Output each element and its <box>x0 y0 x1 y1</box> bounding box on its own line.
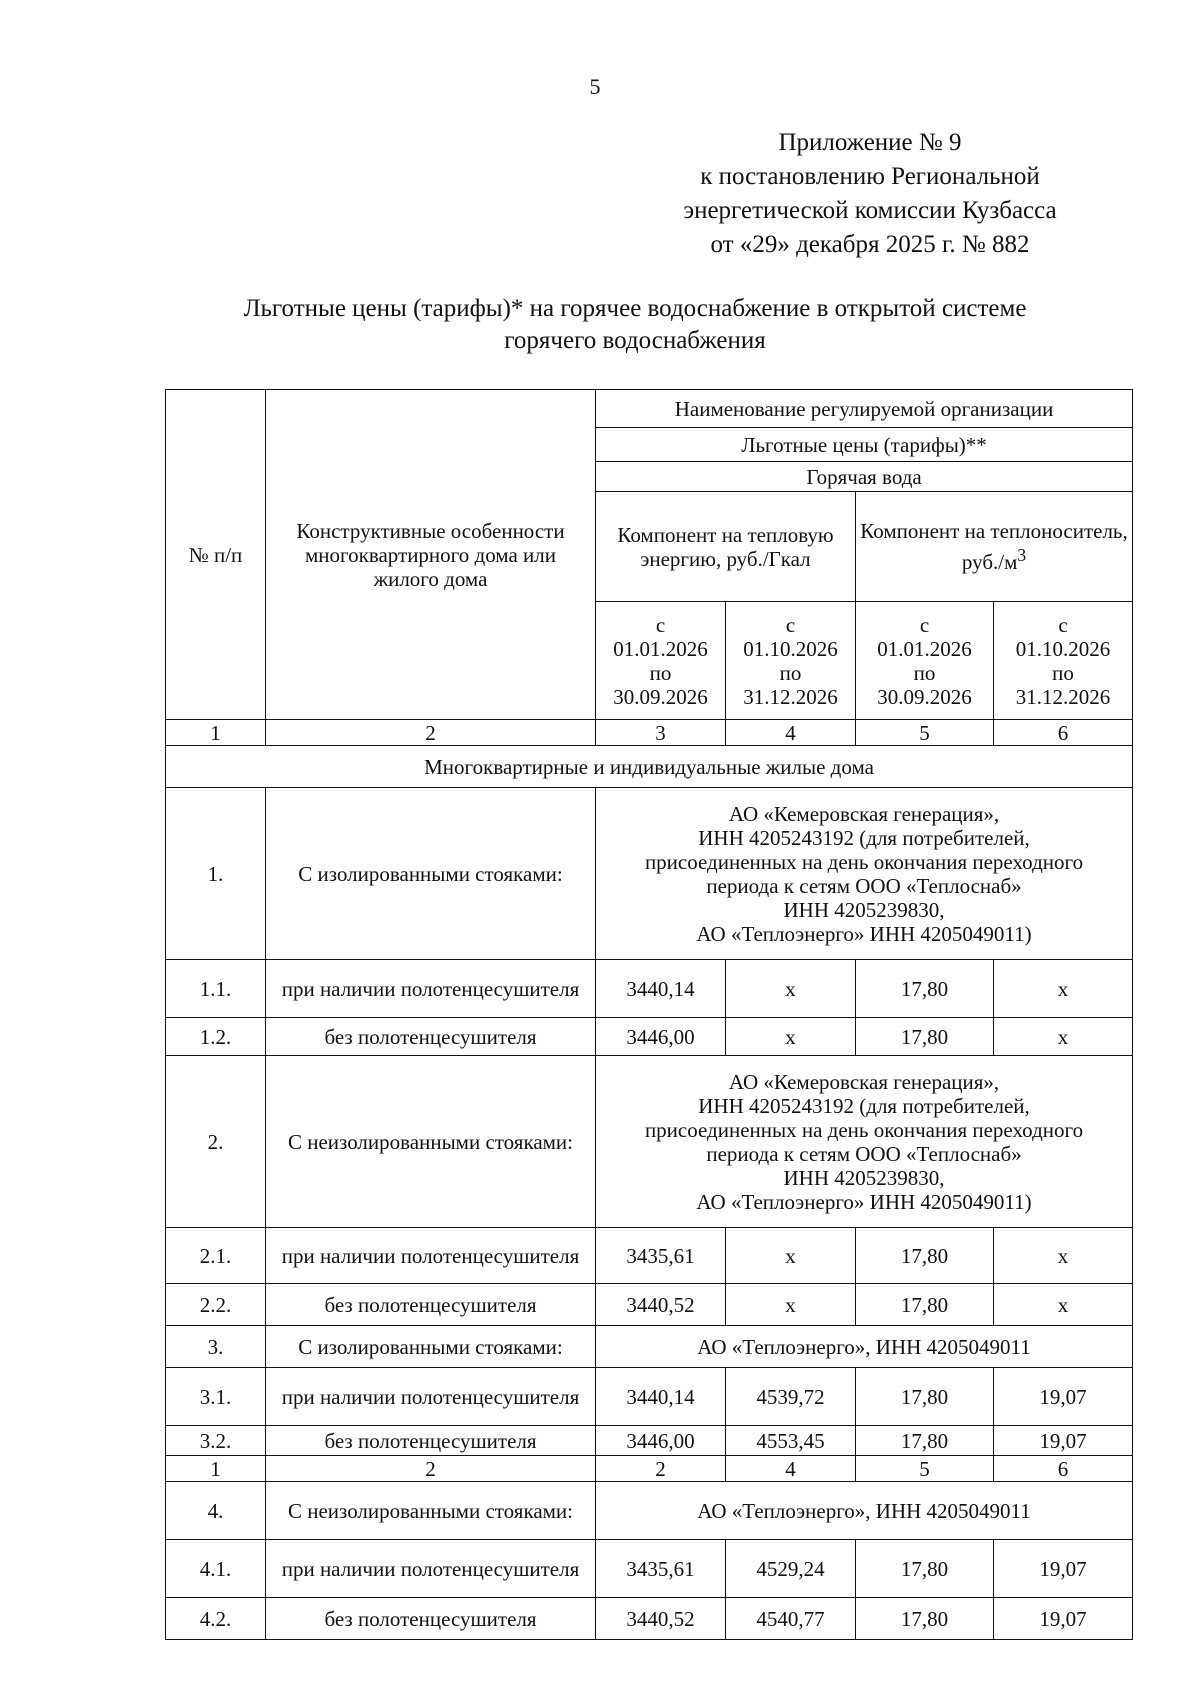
org-cell: АО «Теплоэнерго», ИНН 4205049011 <box>596 1482 1133 1540</box>
table-cell: 17,80 <box>856 1228 994 1284</box>
cell-line: 30.09.2026 <box>877 684 972 709</box>
column-number-row <box>166 720 1133 746</box>
table-cell: 3440,52 <box>596 1598 726 1640</box>
org-cell <box>596 788 1133 960</box>
cell-line: 01.01.2026 <box>613 636 708 661</box>
table-cell: 4529,24 <box>726 1540 856 1598</box>
group-num: 1. <box>166 788 266 960</box>
header-period <box>994 602 1133 720</box>
table-cell: 3.2. <box>166 1426 266 1456</box>
cell-line: 01.01.2026 <box>877 636 972 661</box>
cell-line: присоединенных на день окончания переходного <box>644 1117 1084 1142</box>
table-cell: без полотенцесушителя <box>266 1598 596 1640</box>
cell-line: 30.09.2026 <box>613 684 708 709</box>
table-cell: 17,80 <box>856 960 994 1018</box>
cell-line: ИНН 4205243192 (для потребителей, <box>698 825 1030 850</box>
table-cell: при наличии полотенцесушителя <box>266 960 596 1018</box>
table-row <box>166 1598 1133 1640</box>
header-period <box>726 602 856 720</box>
cell-line: периода к сетям ООО «Теплоснаб» <box>706 1141 1022 1166</box>
col-number: 6 <box>994 720 1133 746</box>
cell-line: АО «Кемеровская генерация», <box>728 1069 1000 1094</box>
table-cell: при наличии полотенцесушителя <box>266 1228 596 1284</box>
appendix-line: к постановлению Региональной <box>700 163 1040 190</box>
table-row <box>166 1326 1133 1368</box>
cell-line: по <box>913 660 936 685</box>
table-row <box>166 1482 1133 1540</box>
appendix-line: энергетической комиссии Кузбасса <box>683 197 1057 224</box>
table-row <box>166 960 1133 1018</box>
group-num: 3. <box>166 1326 266 1368</box>
document-title <box>180 293 1090 357</box>
column-number-row <box>166 1456 1133 1482</box>
appendix-line: Приложение № 9 <box>778 129 962 156</box>
table-cell: при наличии полотенцесушителя <box>266 1368 596 1426</box>
table-cell: 1 <box>166 1456 266 1482</box>
cell-line: АО «Теплоэнерго» ИНН 4205049011) <box>696 1189 1032 1214</box>
cell-line: присоединенных на день окончания переходного <box>644 849 1084 874</box>
table-cell: 6 <box>994 1456 1133 1482</box>
cell-line: ИНН 4205243192 (для потребителей, <box>698 1093 1030 1118</box>
title-line: горячего водоснабжения <box>504 327 766 354</box>
table-cell: 4539,72 <box>726 1368 856 1426</box>
header-benefit-prices: Льготные цены (тарифы)** <box>596 428 1133 462</box>
table-cell: 2 <box>266 1456 596 1482</box>
group-name: С неизолированными стояками: <box>266 1056 596 1228</box>
org-cell: АО «Теплоэнерго», ИНН 4205049011 <box>596 1326 1133 1368</box>
header-comp-carrier-text: Компонент на теплоноситель, руб./м <box>860 519 1128 574</box>
table-cell: 2.1. <box>166 1228 266 1284</box>
col-number: 2 <box>266 720 596 746</box>
table-cell: 3.1. <box>166 1368 266 1426</box>
group-name: С неизолированными стояками: <box>266 1482 596 1540</box>
table-row <box>166 1368 1133 1426</box>
cell-line: с <box>785 612 796 637</box>
table-cell: 4.2. <box>166 1598 266 1640</box>
col-number: 4 <box>726 720 856 746</box>
header-num: № п/п <box>166 390 266 720</box>
header-comp-heat: Компонент на тепловую энергию, руб./Гкал <box>596 492 856 602</box>
table-cell: 3446,00 <box>596 1426 726 1456</box>
table-cell: 2.2. <box>166 1284 266 1326</box>
table-cell: 3440,52 <box>596 1284 726 1326</box>
table-cell: х <box>726 1284 856 1326</box>
cell-line: с <box>1058 612 1068 637</box>
table-cell: 5 <box>856 1456 994 1482</box>
table-cell: х <box>994 1228 1133 1284</box>
table-cell: 17,80 <box>856 1598 994 1640</box>
cell-line: АО «Теплоэнерго» ИНН 4205049011) <box>696 921 1032 946</box>
table-cell: 3440,14 <box>596 960 726 1018</box>
title-line: Льготные цены (тарифы)* на горячее водоснабжение в открытой системе <box>243 295 1027 322</box>
table-cell: 19,07 <box>994 1426 1133 1456</box>
header-construct: Конструктивные особенности многоквартирного дома или жилого дома <box>266 390 596 720</box>
table-cell: 3435,61 <box>596 1228 726 1284</box>
table-cell: 19,07 <box>994 1598 1133 1640</box>
cell-line: 01.10.2026 <box>1015 636 1111 661</box>
group-num: 2. <box>166 1056 266 1228</box>
header-hot-water: Горячая вода <box>596 462 1133 492</box>
table-cell: х <box>994 1018 1133 1056</box>
table-cell: 17,80 <box>856 1018 994 1056</box>
table-row <box>166 1018 1133 1056</box>
table-cell: 17,80 <box>856 1368 994 1426</box>
table-cell: 2 <box>596 1456 726 1482</box>
table-cell: 4540,77 <box>726 1598 856 1640</box>
org-cell <box>596 1056 1133 1228</box>
table-cell: без полотенцесушителя <box>266 1284 596 1326</box>
table-cell: 1.1. <box>166 960 266 1018</box>
appendix-block <box>640 126 1100 262</box>
page-number: 5 <box>589 74 601 99</box>
table-cell: 3435,61 <box>596 1540 726 1598</box>
cell-line: ИНН 4205239830, <box>783 897 945 922</box>
table-cell: 3440,14 <box>596 1368 726 1426</box>
cell-line: 31.12.2026 <box>1015 684 1111 709</box>
table-cell: 3446,00 <box>596 1018 726 1056</box>
cell-line: АО «Кемеровская генерация», <box>728 801 1000 826</box>
table-cell: 17,80 <box>856 1426 994 1456</box>
cell-line: периода к сетям ООО «Теплоснаб» <box>706 873 1022 898</box>
table-cell: х <box>994 1284 1133 1326</box>
tariff-table <box>165 389 1133 1640</box>
cell-line: с <box>655 612 666 637</box>
cell-line: 01.10.2026 <box>743 636 838 661</box>
group-num: 4. <box>166 1482 266 1540</box>
table-row <box>166 1426 1133 1456</box>
table-cell: 19,07 <box>994 1368 1133 1426</box>
table-cell: 1.2. <box>166 1018 266 1056</box>
table-row <box>166 1284 1133 1326</box>
cell-line: 31.12.2026 <box>743 684 838 709</box>
table-cell: при наличии полотенцесушителя <box>266 1540 596 1598</box>
table-row <box>166 788 1133 960</box>
cell-line: по <box>779 660 802 685</box>
header-comp-carrier-sup: 3 <box>1017 545 1027 565</box>
table-cell: без полотенцесушителя <box>266 1426 596 1456</box>
group-name: С изолированными стояками: <box>266 788 596 960</box>
header-comp-carrier <box>856 492 1133 602</box>
section-title: Многоквартирные и индивидуальные жилые дома <box>166 746 1133 788</box>
header-period <box>856 602 994 720</box>
table-row <box>166 1228 1133 1284</box>
table-cell: 17,80 <box>856 1540 994 1598</box>
col-number: 3 <box>596 720 726 746</box>
table-cell: х <box>994 960 1133 1018</box>
table-cell: х <box>726 1228 856 1284</box>
cell-line: ИНН 4205239830, <box>783 1165 945 1190</box>
table-cell: х <box>726 960 856 1018</box>
table-cell: без полотенцесушителя <box>266 1018 596 1056</box>
table-cell: 19,07 <box>994 1540 1133 1598</box>
cell-line: по <box>649 660 672 685</box>
table-row <box>166 1540 1133 1598</box>
col-number: 1 <box>166 720 266 746</box>
cell-line: по <box>1052 660 1074 685</box>
col-number: 5 <box>856 720 994 746</box>
cell-line: с <box>919 612 930 637</box>
group-name: С изолированными стояками: <box>266 1326 596 1368</box>
table-cell: 4 <box>726 1456 856 1482</box>
table-row <box>166 1056 1133 1228</box>
table-cell: х <box>726 1018 856 1056</box>
table-cell: 4.1. <box>166 1540 266 1598</box>
header-org-name: Наименование регулируемой организации <box>596 390 1133 428</box>
table-cell: 4553,45 <box>726 1426 856 1456</box>
header-period <box>596 602 726 720</box>
appendix-line: от «29» декабря 2025 г. № 882 <box>710 231 1030 258</box>
table-cell: 17,80 <box>856 1284 994 1326</box>
